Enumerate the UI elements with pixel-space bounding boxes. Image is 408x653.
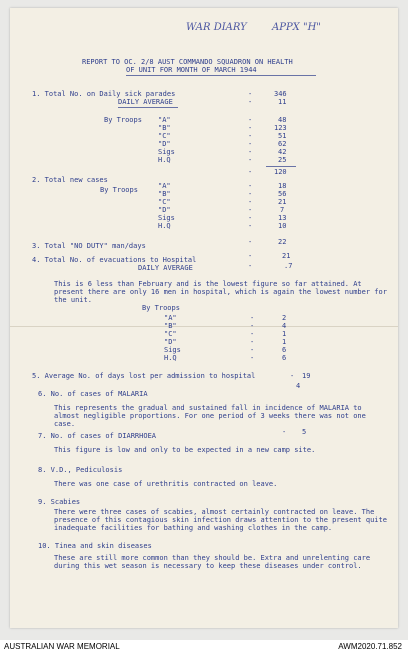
troop-name: "A" (164, 314, 177, 322)
dash: - (248, 222, 253, 230)
item5-value: 19 (302, 372, 311, 380)
item1-by-troops-label: By Troops (104, 116, 142, 124)
report-title-line2: OF UNIT FOR MONTH OF MARCH 1944 (126, 66, 257, 74)
dash: - (248, 252, 253, 260)
dash: - (250, 314, 255, 322)
report-title-line1: REPORT TO OC. 2/8 AUST COMMANDO SQUADRON ON HEALTH (82, 58, 293, 66)
dash: - (250, 354, 255, 362)
underline (118, 107, 178, 108)
troop-value: 56 (278, 190, 287, 198)
troop-name: "B" (158, 190, 171, 198)
item1-daily-average-label: DAILY AVERAGE (118, 98, 173, 106)
troop-name: "D" (158, 206, 171, 214)
item1-daily-average-value: 11 (278, 98, 287, 106)
dash: - (248, 262, 253, 270)
item2-total: 120 (274, 168, 287, 176)
troop-name: "C" (158, 132, 171, 140)
handwritten-appendix: APPX "H" (272, 22, 321, 33)
troop-name: "D" (158, 140, 171, 148)
item4-by-troops-label: By Troops (142, 304, 180, 312)
item9-label: 9. Scabies (38, 498, 81, 506)
troop-value: 42 (278, 148, 287, 156)
troop-name: H.Q (158, 156, 171, 164)
troop-name: "C" (158, 198, 171, 206)
troop-value: 123 (274, 124, 287, 132)
dash: - (248, 182, 253, 190)
item9-note: There were three cases of scabies, almost certainly contracted on leave. The presence of this contagious skin infection draws attention to the present quite inadequate facilities for bathing and washing clothes in the camp. (54, 508, 387, 532)
fold-crease (10, 326, 398, 327)
dash: - (248, 90, 253, 98)
handwritten-war-diary: WAR DIARY (186, 22, 247, 33)
troop-value: 4 (282, 322, 287, 330)
title-underline (126, 75, 316, 76)
dash: - (248, 140, 253, 148)
dash: - (282, 428, 287, 436)
dash: - (250, 346, 255, 354)
troop-name: Sigs (158, 148, 175, 156)
item4-daily-average-value: .7 (284, 262, 293, 270)
troop-value: 62 (278, 140, 287, 148)
item7-note: This figure is low and only to be expected in a new camp site. (54, 446, 316, 454)
item2-by-troops-label: By Troops (100, 186, 138, 194)
troop-value: 48 (278, 116, 287, 124)
dash: - (248, 148, 253, 156)
troop-value: 13 (278, 214, 287, 222)
item4-value: 21 (282, 252, 291, 260)
item2-label: 2. Total new cases (32, 176, 108, 184)
footer-bar (0, 640, 408, 653)
item6-value: 4 (296, 382, 301, 390)
item8-note: There was one case of urethritis contracted on leave. (54, 480, 278, 488)
dash: - (248, 168, 253, 176)
item6-label: 6. No. of cases of MALARIA (38, 390, 148, 398)
dash: - (248, 132, 253, 140)
troop-value: 1 (282, 330, 287, 338)
dash: - (248, 214, 253, 222)
troop-value: 25 (278, 156, 287, 164)
troop-name: "B" (158, 124, 171, 132)
troop-name: Sigs (164, 346, 181, 354)
item3-value: 22 (278, 238, 287, 246)
footer-source: AUSTRALIAN WAR MEMORIAL (4, 642, 120, 651)
dash: - (250, 330, 255, 338)
item7-label: 7. No. of cases of DIARRHOEA (38, 432, 157, 440)
dash: - (248, 206, 253, 214)
item10-note: These are still more common than they should be. Extra and unrelenting care during this wet season is necessary to keep these diseases under control. (54, 554, 371, 570)
troop-value: 10 (278, 222, 287, 230)
item1-label: 1. Total No. on Daily sick parades (32, 90, 176, 98)
item5-label: 5. Average No. of days lost per admission to hospital (32, 372, 256, 380)
dash: - (248, 124, 253, 132)
item6-note: This represents the gradual and sustained fall in incidence of MALARIA to almost negligible proportions. For one period of 3 weeks there was not one case. (54, 404, 366, 428)
item7-value: 5 (302, 428, 307, 436)
troop-value: 2 (282, 314, 287, 322)
dash: - (248, 116, 253, 124)
troop-value: 1 (282, 338, 287, 346)
item4-note: This is 6 less than February and is the lowest figure so far attained. At present there are only 16 men in hospital, which is again the lowest number for the unit. (54, 280, 387, 304)
dash: - (248, 190, 253, 198)
dash: - (248, 238, 253, 246)
troop-name: "C" (164, 330, 177, 338)
dash: - (248, 98, 253, 106)
troop-name: H.Q (158, 222, 171, 230)
troop-name: "D" (164, 338, 177, 346)
item1-value: 346 (274, 90, 287, 98)
dash: - (248, 198, 253, 206)
underline (266, 166, 296, 167)
troop-value: 18 (278, 182, 287, 190)
dash: - (248, 156, 253, 164)
troop-value: 7 (280, 206, 285, 214)
troop-name: Sigs (158, 214, 175, 222)
dash: - (250, 322, 255, 330)
troop-name: "A" (158, 182, 171, 190)
dash: - (250, 338, 255, 346)
troop-value: 6 (282, 346, 287, 354)
troop-value: 6 (282, 354, 287, 362)
document-page (10, 8, 398, 628)
item4-label: 4. Total No. of evacuations to Hospital (32, 256, 197, 264)
troop-name: "A" (158, 116, 171, 124)
item3-label: 3. Total "NO DUTY" man/days (32, 242, 146, 250)
troop-value: 21 (278, 198, 287, 206)
dash: - (290, 372, 295, 380)
troop-name: "B" (164, 322, 177, 330)
item8-label: 8. V.D., Pediculosis (38, 466, 123, 474)
item10-label: 10. Tinea and skin diseases (38, 542, 152, 550)
item4-daily-average-label: DAILY AVERAGE (138, 264, 193, 272)
troop-value: 51 (278, 132, 287, 140)
troop-name: H.Q (164, 354, 177, 362)
footer-accession-number: AWM2020.71.852 (338, 642, 402, 651)
